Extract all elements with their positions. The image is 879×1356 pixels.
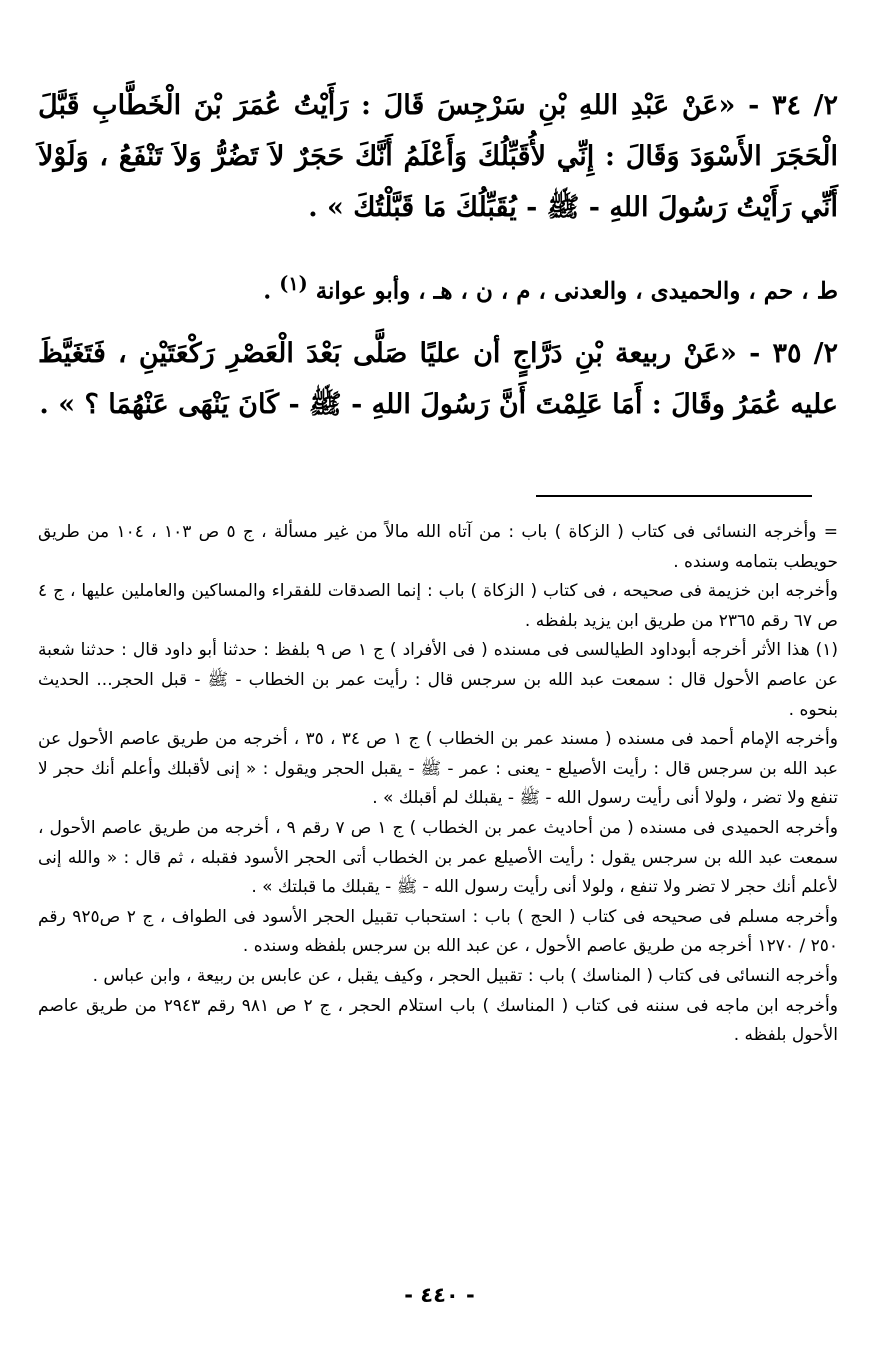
footnote-1-marker: (١) xyxy=(815,640,838,661)
footnote-1-paragraph-4: وأخرجه مسلم فى صحيحه فى كتاب ( الحج ) باب : استحباب تقبيل الحجر الأسود فى الطواف ، ج ٢ ص٩٢٥ رقم ٢٥٠ / ١٢٧٠ أخرجه من طريق عاصم الأحول ، عن عبد الله بن سرجس بلفظه وسنده . xyxy=(38,906,838,957)
hadith-34 xyxy=(38,80,838,233)
hadith-34-sources xyxy=(38,262,838,314)
footnote-1-paragraph-2: وأخرجه الإمام أحمد فى مسنده ( مسند عمر بن الخطاب ) ج ١ ص ٣٤ ، ٣٥ ، أخرجه من طريق عاصم الأحول عن عبد الله بن سرجس قال : رأيت الأصيلع - يعنى : عمر - ﷺ - يقبل الحجر ويقول : « إنى لأقبلك وأعلم أنك حجر لا تنفع ولا تضر ، ولولا أنى رأيت رسول الله - ﷺ - يقبلك لم أقبلك » . xyxy=(38,729,838,809)
footnote-1-paragraph-5: وأخرجه النسائى فى كتاب ( المناسك ) باب : تقبيل الحجر ، وكيف يقبل ، عن عابس بن ربيعة ، وابن عباس . xyxy=(92,965,838,986)
hadith-35-number: ٢/ ٣٥ - xyxy=(749,338,838,369)
footnote-1-text: هذا الأثر أخرجه أبوداود الطيالسى فى مسنده ( فى الأفراد ) ج ١ ص ٩ بلفظ : حدثنا أبو داود قال : حدثنا شعبة عن عاصم الأحول قال : سمعت عبد الله بن سرجس قال : رأيت عمر بن الخطاب - ﷺ - قبل الحجر... الحديث بنحوه . xyxy=(38,640,838,720)
sources-text: ط ، حم ، والحميدى ، والعدنى ، م ، ن ، هـ ، وأبو عوانة xyxy=(315,277,838,305)
hadith-34-text: «عَنْ عَبْدِ اللهِ بْنِ سَرْجِسَ قَالَ : رَأَيْتُ عُمَرَ بْنَ الْخَطَّابِ قَبَّلَ الْحَجَرَ الأَسْوَدَ وَقَالَ : إِنِّي لأُقَبِّلُكَ وَأَعْلَمُ أَنَّكَ حَجَرٌ لاَ تَضُرُّ وَلاَ تَنْفَعُ ، وَلَوْلاَ أَنِّي رَأَيْتُ رَسُولَ اللهِ - ﷺ - يُقَبِّلُكَ مَا قَبَّلْتُكَ » . xyxy=(38,90,838,223)
page-number: - ٤٤٠ - xyxy=(404,1283,475,1307)
footnote-separator xyxy=(536,495,812,497)
footnote-continuation-2: وأخرجه ابن خزيمة فى صحيحه ، فى كتاب ( الزكاة ) باب : إنما الصدقات للفقراء والمساكين والعاملين عليها ، ج ٤ ص ٦٧ رقم ٢٣٦٥ من طريق ابن يزيد بلفظه . xyxy=(38,581,838,631)
footnote-1-paragraph-3: وأخرجه الحميدى فى مسنده ( من أحاديث عمر بن الخطاب ) ج ١ ص ٧ رقم ٩ ، أخرجه من طريق عاصم الأحول ، سمعت عبد الله بن سرجس يقول : رأيت الأصيلع عمر بن الخطاب أتى الحجر الأسود فقبله ، ثم قال : « والله إنى لأعلم أنك حجر لا تضر ولا تنفع ، ولولا أنى رأيت رسول الله - ﷺ - يقبلك ما قبلتك » . xyxy=(38,817,838,898)
hadith-35 xyxy=(38,328,838,430)
footnote-continuation-1: = وأخرجه النسائى فى كتاب ( الزكاة ) باب : من آتاه الله مالاً من غير مسألة ، ج ٥ ص ١٠٣ ، ١٠٤ من طريق حويطب بتمامه وسنده . xyxy=(38,522,839,572)
hadith-34-number: ٢/ ٣٤ - xyxy=(748,90,838,121)
sources-end: . xyxy=(263,277,272,305)
footnote-1-paragraph-6: وأخرجه ابن ماجه فى سننه فى كتاب ( المناسك ) باب استلام الحجر ، ج ٢ ص ٩٨١ رقم ٢٩٤٣ من طريق عاصم الأحول بلفظه . xyxy=(38,995,838,1046)
footnote-1-paragraph-1 xyxy=(38,636,838,725)
footnotes xyxy=(38,518,838,1051)
footnote-reference[interactable]: (١) xyxy=(279,272,308,295)
hadith-35-text: «عَنْ ربيعة بْنِ دَرَّاجٍ أن عليًا صَلَّى بَعْدَ الْعَصْرِ رَكْعَتَيْنِ ، فَتَغَيَّظَ عليه عُمَرُ وقَالَ : أَمَا عَلِمْتَ أَنَّ رَسُولَ اللهِ - ﷺ - كَانَ يَنْهَى عَنْهُمَا ؟ » . xyxy=(38,338,838,420)
